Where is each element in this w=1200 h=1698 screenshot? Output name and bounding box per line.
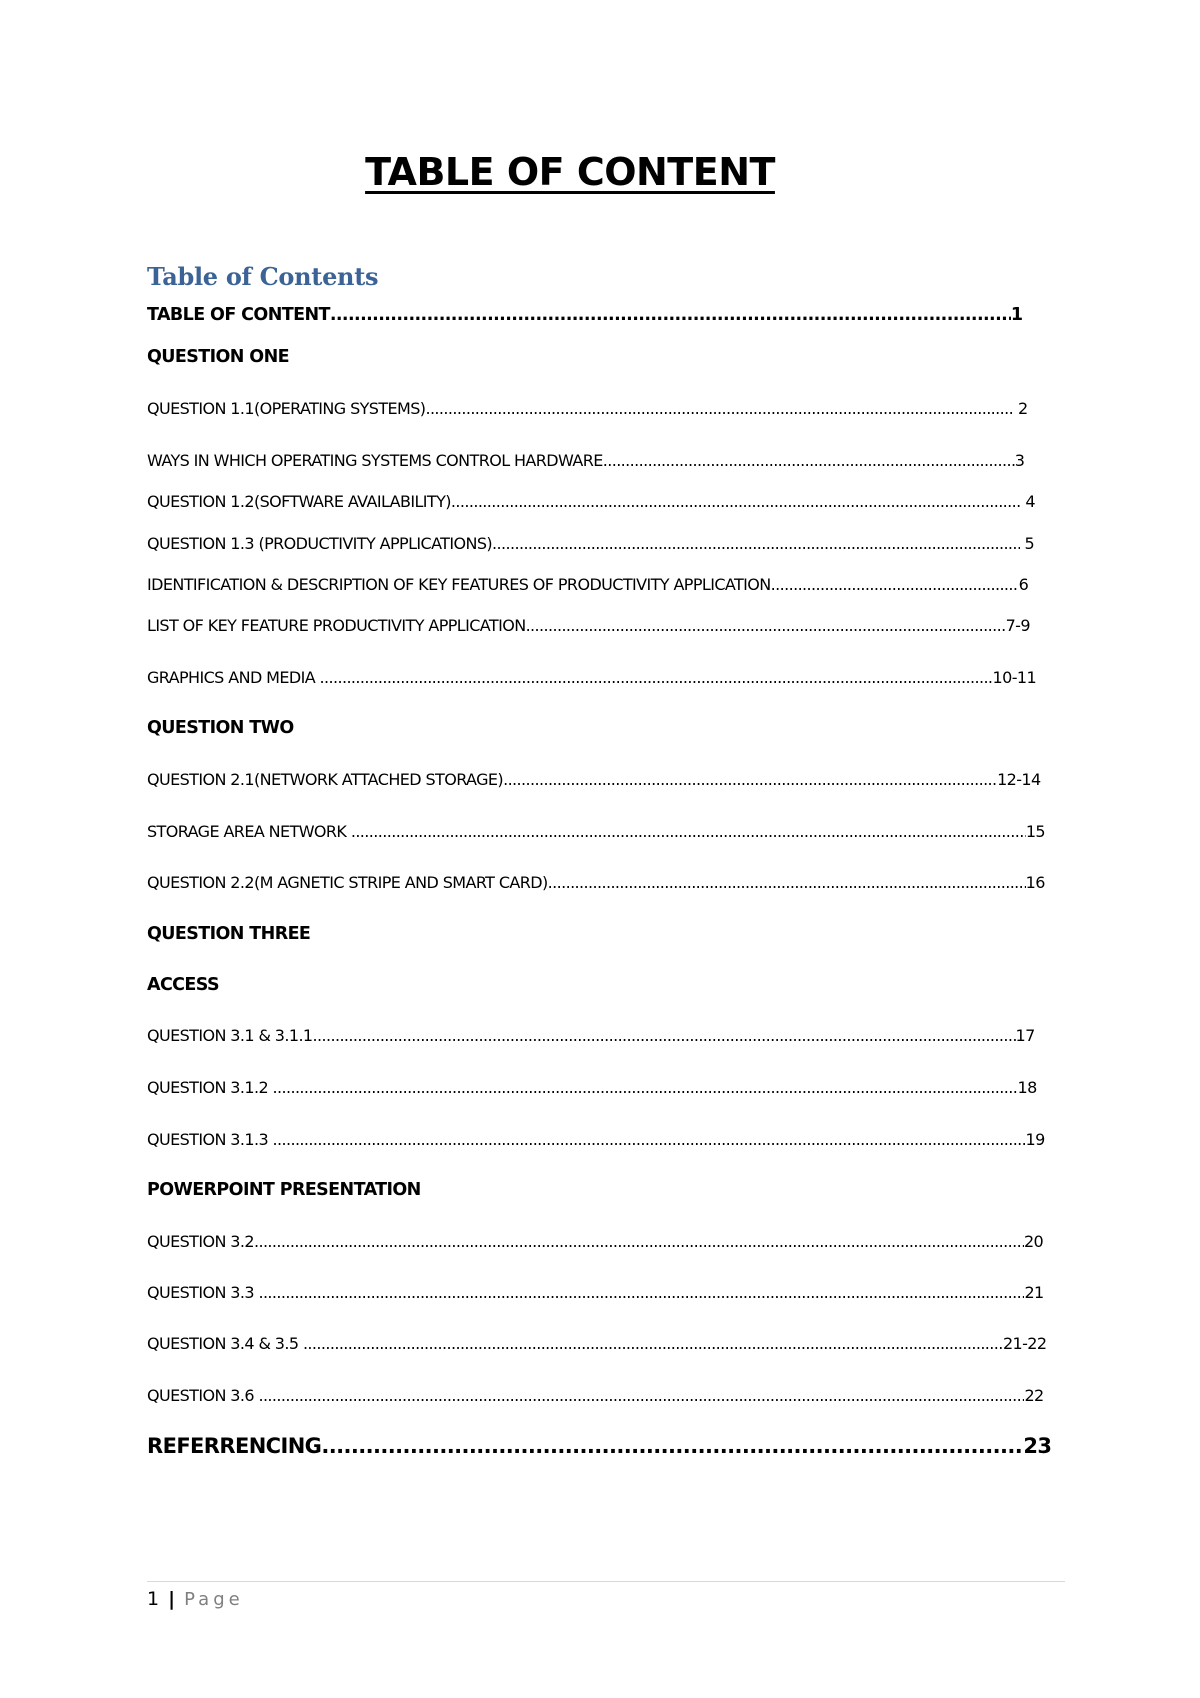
toc-leader-dots [603,450,1015,472]
toc-leader-dots [303,1333,1003,1355]
toc-section-label: POWERPOINT PRESENTATION [147,1180,421,1200]
toc-entry-question-1-2[interactable] [147,491,1037,513]
toc-entry-question-3-1-3[interactable] [147,1129,1047,1151]
toc-leader-dots [451,491,1021,513]
footer-page-number: 1 [147,1588,160,1610]
page-title: TABLE OF CONTENT [365,150,775,194]
toc-section-question-one[interactable] [147,346,289,368]
toc-entry-question-3-3[interactable] [147,1282,1045,1304]
toc-entry-label: LIST OF KEY FEATURE PRODUCTIVITY APPLICATION [147,616,526,635]
toc-entry-label: QUESTION 2.1(NETWORK ATTACHED STORAGE) [147,770,504,789]
toc-entry-label: QUESTION 3.1.3 [147,1130,273,1149]
toc-entry-label: QUESTION 3.1 & 3.1.1 [147,1026,313,1045]
toc-entry-referencing[interactable] [147,1433,1053,1459]
toc-entry-storage-area-network[interactable] [147,821,1047,843]
toc-entry-question-1-3[interactable] [147,533,1036,555]
toc-entry-graphics-media[interactable] [147,667,1039,689]
toc-entry-question-3-1[interactable] [147,1025,1037,1047]
toc-entry-label: IDENTIFICATION & DESCRIPTION OF KEY FEATURES OF PRODUCTIVITY APPLICATION [147,575,771,594]
toc-entry-label: QUESTION 3.3 [147,1283,259,1302]
toc-leader-dots [771,574,1019,596]
toc-entry-page: 3 [1014,451,1025,470]
toc-section-question-three[interactable] [147,923,310,945]
toc-entry-label: QUESTION 1.3 (PRODUCTIVITY APPLICATIONS) [147,534,493,553]
toc-entry-page: 12-14 [997,770,1041,789]
toc-entry-page: 22 [1024,1386,1044,1405]
toc-leader-dots [503,769,997,791]
toc-entry-label: QUESTION 2.2(M AGNETIC STRIPE AND SMART CARD) [147,873,548,892]
toc-entry-question-3-1-2[interactable] [147,1077,1039,1099]
toc-leader-dots [258,1282,1024,1304]
toc-entry-page: 5 [1020,534,1035,553]
toc-leader-dots [258,1385,1024,1407]
toc-section-question-two[interactable] [147,717,294,739]
toc-section-access[interactable] [147,974,219,996]
toc-section-label: QUESTION THREE [147,924,311,944]
toc-entry-question-3-4-3-5[interactable] [147,1333,1049,1355]
toc-entry-ways-os-control-hardware[interactable] [147,450,1027,472]
toc-leader-dots [492,533,1020,555]
toc-entry-label: WAYS IN WHICH OPERATING SYSTEMS CONTROL HARDWARE [147,451,603,470]
toc-section-label: ACCESS [147,975,220,995]
toc-leader-dots [273,1077,1018,1099]
toc-entry-label: QUESTION 3.4 & 3.5 [147,1334,303,1353]
toc-entry-page: 1 [1010,305,1023,325]
toc-leader-dots [330,304,1011,326]
toc-leader-dots [273,1129,1026,1151]
toc-leader-dots [254,1231,1024,1253]
toc-entry-question-2-2[interactable] [147,872,1047,894]
toc-entry-page: 19 [1025,1130,1045,1149]
toc-leader-dots [313,1025,1016,1047]
toc-entry-page: 23 [1023,1434,1052,1458]
toc-section-label: QUESTION TWO [147,718,294,738]
toc-entry-question-2-1[interactable] [147,769,1043,791]
toc-entry-label: REFERRENCING [147,1434,322,1458]
toc-entry-page: 20 [1023,1232,1044,1251]
toc-entry-table-of-content[interactable] [147,304,1025,326]
toc-entry-label: QUESTION 3.2 [147,1232,254,1251]
toc-leader-dots [526,615,1006,637]
footer-divider [147,1581,1065,1582]
toc-entry-page: 21-22 [1002,1334,1047,1353]
toc-entry-page: 15 [1025,822,1045,841]
toc-entry-page: 7-9 [1005,616,1030,635]
toc-leader-dots [351,821,1026,843]
footer-page-word: Page [184,1589,244,1610]
toc-entry-question-3-2[interactable] [147,1231,1045,1253]
toc-section-label: QUESTION ONE [147,347,289,367]
toc-entry-question-3-6[interactable] [147,1385,1045,1407]
footer-separator: | [168,1588,176,1610]
toc-entry-page: 21 [1024,1283,1044,1302]
toc-entry-label: STORAGE AREA NETWORK [147,822,351,841]
toc-entry-key-features-identification[interactable] [147,574,1031,596]
toc-section-powerpoint[interactable] [147,1179,421,1201]
toc-entry-page: 10-11 [992,668,1037,687]
toc-entry-label: QUESTION 1.2(SOFTWARE AVAILABILITY) [147,492,451,511]
toc-heading: Table of Contents [147,262,379,291]
toc-entry-list-key-features[interactable] [147,615,1032,637]
toc-entry-page: 2 [1013,399,1028,418]
toc-entry-page: 18 [1017,1078,1037,1097]
toc-entry-page: 4 [1020,492,1035,511]
toc-entry-label: QUESTION 3.1.2 [147,1078,273,1097]
toc-leader-dots [321,1433,1023,1459]
toc-leader-dots [320,667,993,689]
toc-entry-page: 17 [1015,1026,1035,1045]
toc-entry-page: 6 [1018,575,1029,594]
toc-entry-page: 16 [1025,873,1045,892]
toc-entry-question-1-1[interactable] [147,398,1029,420]
toc-leader-dots [425,398,1013,420]
toc-leader-dots [548,872,1026,894]
toc-entry-label: QUESTION 3.6 [147,1386,259,1405]
toc-entry-label: TABLE OF CONTENT [147,305,330,325]
page-footer [147,1588,244,1610]
toc-entry-label: GRAPHICS AND MEDIA [147,668,320,687]
toc-entry-label: QUESTION 1.1(OPERATING SYSTEMS) [147,399,426,418]
